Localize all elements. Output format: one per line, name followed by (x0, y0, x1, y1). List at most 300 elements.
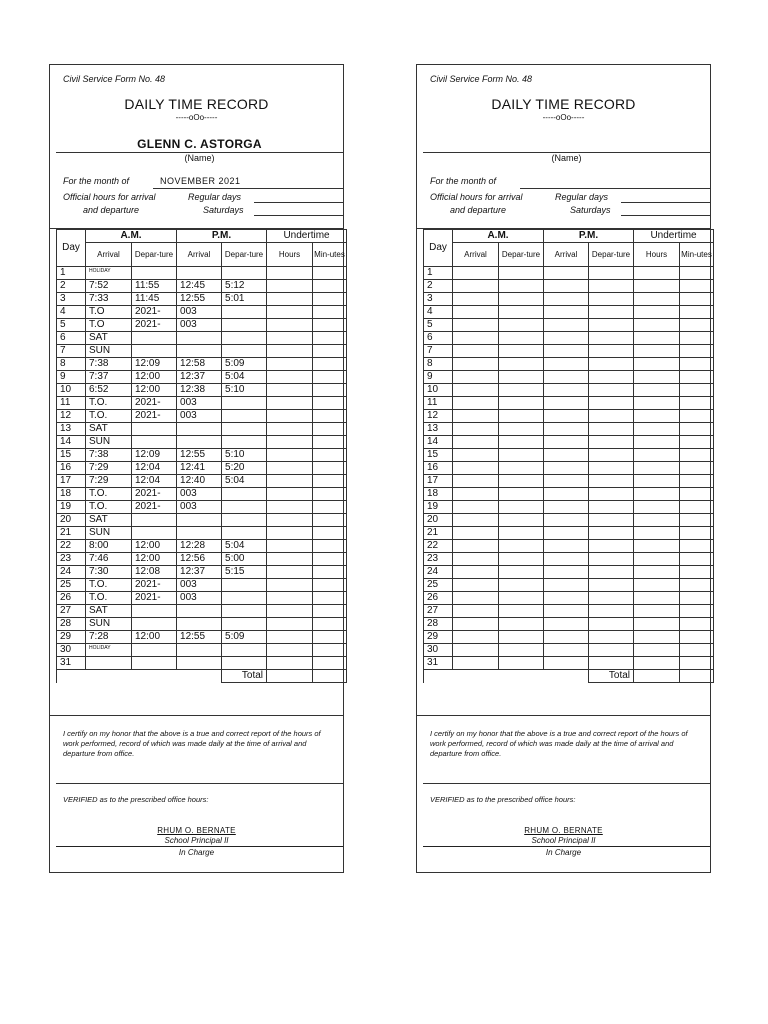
am-arrival-cell: T.O (86, 319, 132, 332)
pm-departure-cell (222, 397, 267, 410)
day-cell: 1 (424, 267, 453, 280)
table-row (57, 631, 347, 644)
pm-arrival-cell (544, 527, 589, 540)
am-arrival-cell (453, 566, 499, 579)
undertime-minutes-cell (313, 618, 347, 631)
undertime-hours-cell (634, 605, 680, 618)
undertime-minutes-cell (313, 462, 347, 475)
am-arrival-cell: SUN (86, 527, 132, 540)
am-arrival-cell (453, 514, 499, 527)
pm-arrival-cell (544, 410, 589, 423)
pm-departure-cell (589, 306, 634, 319)
undertime-hours-cell (634, 423, 680, 436)
pm-departure-cell: 5:10 (222, 384, 267, 397)
am-departure-cell: 2021- (132, 579, 177, 592)
day-cell: 17 (424, 475, 453, 488)
undertime-minutes-cell (680, 410, 714, 423)
table-row (424, 631, 714, 644)
pm-arrival-cell (177, 618, 222, 631)
am-departure-cell: 12:09 (132, 358, 177, 371)
undertime-hours-cell (267, 371, 313, 384)
pm-departure-cell: 5:04 (222, 540, 267, 553)
pm-arrival-cell (544, 397, 589, 410)
am-arrival-cell (453, 423, 499, 436)
regular-days-label: Regular days (555, 192, 609, 202)
am-arrival-cell (453, 345, 499, 358)
undertime-hours-cell (267, 384, 313, 397)
pm-departure-cell (589, 631, 634, 644)
undertime-minutes-cell (313, 540, 347, 553)
undertime-hours-cell (634, 488, 680, 501)
undertime-hours-cell (267, 410, 313, 423)
day-cell: 8 (57, 358, 86, 371)
am-arrival-cell (453, 371, 499, 384)
am-departure-cell (499, 423, 544, 436)
am-departure-cell (499, 436, 544, 449)
am-departure-cell: 12:04 (132, 475, 177, 488)
undertime-minutes-cell (680, 579, 714, 592)
day-cell: 17 (57, 475, 86, 488)
day-cell: 6 (57, 332, 86, 345)
am-arrival-cell (453, 475, 499, 488)
day-cell: 3 (57, 293, 86, 306)
form-title: DAILY TIME RECORD (124, 96, 269, 112)
pm-departure-cell (589, 293, 634, 306)
pm-arrival-cell (177, 527, 222, 540)
dtr-form-2 (416, 64, 711, 873)
am-departure-cell: 2021- (132, 488, 177, 501)
am-arrival-cell (453, 384, 499, 397)
undertime-hours-cell (267, 618, 313, 631)
pm-arrival-cell (544, 423, 589, 436)
table-row (57, 618, 347, 631)
table-row (424, 397, 714, 410)
pm-arrival-cell (544, 306, 589, 319)
pm-arrival-cell: 12:45 (177, 280, 222, 293)
verified-text: VERIFIED as to the prescribed office hours: (63, 795, 209, 804)
month-underline (153, 188, 343, 189)
undertime-minutes-cell (680, 566, 714, 579)
am-departure-cell (499, 592, 544, 605)
header-pm-arrival: Arrival (544, 243, 589, 267)
am-arrival-cell: T.O. (86, 397, 132, 410)
day-cell: 22 (57, 540, 86, 553)
undertime-minutes-cell (313, 319, 347, 332)
am-arrival-cell: SAT (86, 605, 132, 618)
undertime-minutes-cell (680, 436, 714, 449)
table-row (424, 358, 714, 371)
undertime-minutes-cell (313, 514, 347, 527)
am-departure-cell (499, 371, 544, 384)
undertime-hours-cell (267, 540, 313, 553)
pm-arrival-cell: 12:56 (177, 553, 222, 566)
day-cell: 23 (57, 553, 86, 566)
undertime-hours-cell (267, 527, 313, 540)
header-row-1 (424, 230, 714, 243)
table-row (57, 514, 347, 527)
table-row (424, 332, 714, 345)
pm-arrival-cell: 12:41 (177, 462, 222, 475)
table-bottom-rule (417, 715, 710, 716)
pm-departure-cell (589, 319, 634, 332)
header-day: Day (57, 230, 86, 267)
undertime-minutes-cell (680, 397, 714, 410)
pm-departure-cell (589, 423, 634, 436)
undertime-minutes-cell (313, 605, 347, 618)
pm-arrival-cell: 12:55 (177, 293, 222, 306)
am-arrival-cell (453, 319, 499, 332)
pm-departure-cell (589, 371, 634, 384)
pm-departure-cell (589, 501, 634, 514)
day-cell: 26 (57, 592, 86, 605)
am-departure-cell (499, 410, 544, 423)
am-arrival-cell: T.O. (86, 592, 132, 605)
undertime-hours-cell (634, 358, 680, 371)
am-arrival-cell: SAT (86, 332, 132, 345)
pm-departure-cell: 5:10 (222, 449, 267, 462)
undertime-minutes-cell (680, 540, 714, 553)
pm-departure-cell (589, 657, 634, 670)
dtr-form-1 (49, 64, 344, 873)
am-arrival-cell (453, 579, 499, 592)
pm-departure-cell (589, 592, 634, 605)
am-arrival-cell: T.O. (86, 410, 132, 423)
pm-arrival-cell (177, 605, 222, 618)
table-row (424, 540, 714, 553)
am-departure-cell (132, 514, 177, 527)
am-departure-cell (132, 423, 177, 436)
pm-departure-cell (222, 306, 267, 319)
undertime-hours-cell (267, 553, 313, 566)
table-row (57, 267, 347, 280)
header-undertime: Undertime (634, 230, 714, 243)
pm-departure-cell (589, 280, 634, 293)
am-arrival-cell (453, 397, 499, 410)
pm-arrival-cell (177, 436, 222, 449)
pm-departure-cell: 5:04 (222, 371, 267, 384)
undertime-minutes-cell (313, 436, 347, 449)
pm-departure-cell (589, 358, 634, 371)
header-row-2 (424, 243, 714, 267)
title-divider: -----oOo----- (542, 113, 585, 122)
pm-arrival-cell (544, 319, 589, 332)
pm-departure-cell (589, 644, 634, 657)
signatory-rule (423, 846, 710, 847)
table-row (57, 293, 347, 306)
undertime-minutes-cell (680, 618, 714, 631)
am-departure-cell (499, 384, 544, 397)
undertime-hours-cell (634, 319, 680, 332)
undertime-minutes-cell (680, 358, 714, 371)
table-row (424, 514, 714, 527)
am-departure-cell (499, 462, 544, 475)
table-row (424, 280, 714, 293)
undertime-hours-cell (634, 293, 680, 306)
pm-arrival-cell (177, 267, 222, 280)
am-departure-cell (132, 332, 177, 345)
am-departure-cell: 12:08 (132, 566, 177, 579)
am-arrival-cell (453, 527, 499, 540)
table-row (424, 345, 714, 358)
table-row (57, 592, 347, 605)
day-cell: 18 (57, 488, 86, 501)
signatory-name: RHUM O. BERNATE (157, 826, 236, 835)
pm-arrival-cell (544, 553, 589, 566)
undertime-hours-cell (267, 657, 313, 670)
day-cell: 20 (57, 514, 86, 527)
pm-departure-cell (589, 410, 634, 423)
header-row-2 (57, 243, 347, 267)
am-departure-cell (132, 436, 177, 449)
undertime-minutes-cell (313, 488, 347, 501)
pm-arrival-cell (544, 332, 589, 345)
undertime-hours-cell (267, 475, 313, 488)
undertime-minutes-cell (680, 514, 714, 527)
pm-departure-cell: 5:15 (222, 566, 267, 579)
day-cell: 16 (424, 462, 453, 475)
day-cell: 13 (424, 423, 453, 436)
pm-arrival-cell: 12:38 (177, 384, 222, 397)
undertime-minutes-cell (313, 293, 347, 306)
regular-days-label: Regular days (188, 192, 242, 202)
day-cell: 18 (424, 488, 453, 501)
undertime-minutes-cell (680, 332, 714, 345)
table-row (57, 462, 347, 475)
am-arrival-cell: SUN (86, 345, 132, 358)
undertime-minutes-cell (680, 449, 714, 462)
undertime-hours-cell (267, 267, 313, 280)
am-departure-cell (499, 644, 544, 657)
am-arrival-cell: 7:29 (86, 475, 132, 488)
pm-arrival-cell (544, 384, 589, 397)
total-row (424, 670, 714, 683)
undertime-minutes-cell (313, 501, 347, 514)
undertime-minutes-cell (680, 644, 714, 657)
am-arrival-cell (453, 618, 499, 631)
undertime-minutes-cell (680, 488, 714, 501)
pm-departure-cell (222, 267, 267, 280)
am-arrival-cell (453, 462, 499, 475)
am-arrival-cell (453, 449, 499, 462)
day-cell: 21 (57, 527, 86, 540)
total-label: Total (589, 670, 634, 683)
pm-arrival-cell (544, 618, 589, 631)
am-arrival-cell: 7:37 (86, 371, 132, 384)
undertime-hours-cell (634, 371, 680, 384)
am-departure-cell (499, 319, 544, 332)
pm-arrival-cell (177, 332, 222, 345)
total-minutes-cell (680, 670, 714, 683)
undertime-hours-cell (267, 306, 313, 319)
pm-departure-cell (589, 566, 634, 579)
am-arrival-cell: HOLIDAY (86, 267, 132, 280)
form-title: DAILY TIME RECORD (491, 96, 636, 112)
pm-arrival-cell: 003 (177, 579, 222, 592)
header-am-departure: Depar-ture (499, 243, 544, 267)
undertime-hours-cell (634, 384, 680, 397)
table-row (424, 475, 714, 488)
am-departure-cell: 12:04 (132, 462, 177, 475)
am-arrival-cell: 7:29 (86, 462, 132, 475)
am-arrival-cell (453, 657, 499, 670)
certification-text: I certify on my honor that the above is a true and correct report of the hours of work performed, record of which was made daily at the time of arrival and departure from office. (430, 729, 688, 758)
am-arrival-cell: 7:46 (86, 553, 132, 566)
pm-arrival-cell (544, 345, 589, 358)
day-cell: 5 (424, 319, 453, 332)
table-row (57, 345, 347, 358)
am-departure-cell (132, 605, 177, 618)
am-departure-cell (499, 449, 544, 462)
month-label: For the month of (430, 176, 497, 186)
am-departure-cell: 2021- (132, 592, 177, 605)
am-arrival-cell (453, 540, 499, 553)
day-cell: 7 (424, 345, 453, 358)
am-arrival-cell: T.O. (86, 501, 132, 514)
undertime-minutes-cell (313, 644, 347, 657)
table-row (57, 488, 347, 501)
verified-text: VERIFIED as to the prescribed office hours: (430, 795, 576, 804)
day-cell: 20 (424, 514, 453, 527)
month-underline (520, 188, 710, 189)
table-row (424, 566, 714, 579)
day-cell: 4 (57, 306, 86, 319)
pm-arrival-cell: 003 (177, 501, 222, 514)
day-cell: 8 (424, 358, 453, 371)
table-row (424, 306, 714, 319)
day-cell: 15 (57, 449, 86, 462)
pm-arrival-cell: 003 (177, 592, 222, 605)
am-arrival-cell: 7:30 (86, 566, 132, 579)
table-bottom-rule (50, 715, 343, 716)
am-arrival-cell: 7:28 (86, 631, 132, 644)
undertime-minutes-cell (680, 306, 714, 319)
signatory-rule (56, 846, 343, 847)
day-cell: 11 (424, 397, 453, 410)
pm-departure-cell (589, 605, 634, 618)
am-departure-cell (499, 488, 544, 501)
am-arrival-cell: 7:33 (86, 293, 132, 306)
pm-departure-cell (589, 267, 634, 280)
table-row (424, 319, 714, 332)
am-departure-cell (499, 527, 544, 540)
am-departure-cell (499, 475, 544, 488)
undertime-hours-cell (634, 397, 680, 410)
am-departure-cell (132, 657, 177, 670)
day-cell: 19 (57, 501, 86, 514)
day-cell: 16 (57, 462, 86, 475)
am-arrival-cell: T.O (86, 306, 132, 319)
am-arrival-cell (453, 605, 499, 618)
employee-name (423, 137, 710, 151)
day-cell: 11 (57, 397, 86, 410)
day-cell: 27 (424, 605, 453, 618)
am-arrival-cell (86, 657, 132, 670)
pm-arrival-cell (544, 657, 589, 670)
day-cell: 31 (424, 657, 453, 670)
table-row (57, 449, 347, 462)
pm-departure-cell (589, 397, 634, 410)
table-row (424, 618, 714, 631)
undertime-minutes-cell (313, 592, 347, 605)
am-departure-cell (132, 527, 177, 540)
table-row (57, 566, 347, 579)
undertime-minutes-cell (680, 501, 714, 514)
table-row (424, 462, 714, 475)
am-departure-cell (499, 397, 544, 410)
pm-departure-cell (222, 501, 267, 514)
saturdays-line (621, 215, 710, 216)
am-departure-cell (499, 657, 544, 670)
undertime-minutes-cell (313, 553, 347, 566)
undertime-minutes-cell (680, 319, 714, 332)
pm-departure-cell (222, 657, 267, 670)
total-blank (57, 670, 222, 683)
am-departure-cell (499, 553, 544, 566)
table-row (424, 488, 714, 501)
day-cell: 10 (424, 384, 453, 397)
undertime-hours-cell (634, 475, 680, 488)
undertime-minutes-cell (680, 267, 714, 280)
day-cell: 30 (57, 644, 86, 657)
am-arrival-cell (453, 592, 499, 605)
undertime-minutes-cell (313, 423, 347, 436)
header-undertime: Undertime (267, 230, 347, 243)
table-row (424, 605, 714, 618)
am-arrival-cell: 7:38 (86, 449, 132, 462)
pm-arrival-cell: 12:28 (177, 540, 222, 553)
pm-arrival-cell (544, 449, 589, 462)
undertime-minutes-cell (313, 475, 347, 488)
pm-departure-cell (589, 540, 634, 553)
table-row (57, 605, 347, 618)
pm-arrival-cell: 12:37 (177, 566, 222, 579)
am-departure-cell (132, 618, 177, 631)
header-pm: P.M. (544, 230, 634, 243)
undertime-minutes-cell (680, 384, 714, 397)
pm-departure-cell (222, 514, 267, 527)
pm-departure-cell (589, 436, 634, 449)
undertime-minutes-cell (313, 384, 347, 397)
title-divider: -----oOo----- (175, 113, 218, 122)
header-pm-departure: Depar-ture (589, 243, 634, 267)
table-row (57, 410, 347, 423)
day-cell: 14 (424, 436, 453, 449)
pm-departure-cell: 5:20 (222, 462, 267, 475)
header-am: A.M. (453, 230, 544, 243)
am-departure-cell: 12:00 (132, 540, 177, 553)
month-value: NOVEMBER 2021 (160, 176, 241, 186)
pm-departure-cell: 5:09 (222, 631, 267, 644)
saturdays-line (254, 215, 343, 216)
pm-departure-cell: 5:01 (222, 293, 267, 306)
undertime-hours-cell (634, 501, 680, 514)
am-departure-cell (499, 540, 544, 553)
am-departure-cell (132, 345, 177, 358)
undertime-minutes-cell (313, 657, 347, 670)
undertime-hours-cell (634, 462, 680, 475)
undertime-hours-cell (634, 306, 680, 319)
pm-departure-cell (222, 332, 267, 345)
am-arrival-cell (453, 436, 499, 449)
table-row (57, 553, 347, 566)
undertime-hours-cell (634, 410, 680, 423)
undertime-minutes-cell (680, 527, 714, 540)
header-hours: Hours (267, 243, 313, 267)
undertime-hours-cell (634, 579, 680, 592)
official-hours-label-2: and departure (83, 205, 140, 215)
undertime-hours-cell (267, 449, 313, 462)
undertime-hours-cell (634, 592, 680, 605)
